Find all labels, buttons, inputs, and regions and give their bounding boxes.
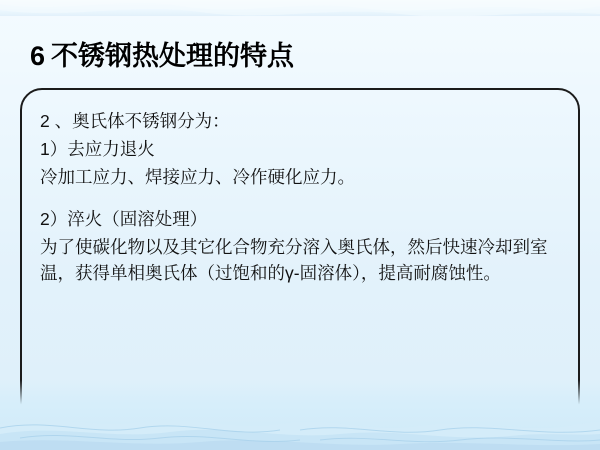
bottom-wave-decoration	[0, 378, 600, 450]
body-line-4: 2）淬火（固溶处理）	[40, 209, 208, 229]
content-inner	[40, 108, 562, 288]
body-line-2: 1）去应力退火	[40, 139, 155, 159]
top-wave-decoration	[0, 0, 600, 26]
body-line-5: 为了使碳化物以及其它化合物充分溶入奥氏体，然后快速冷却到室温，获得单相奥氏体（过饱和的γ-固溶体），提高耐腐蚀性。	[40, 237, 548, 283]
title-number: 6	[30, 41, 46, 71]
content-box	[20, 88, 580, 428]
body-line-3: 冷加工应力、焊接应力、冷作硬化应力。	[40, 167, 355, 187]
page-title	[30, 34, 294, 73]
body-line-1: 2 、奥氏体不锈钢分为：	[40, 111, 230, 131]
title-text: 不锈钢热处理的特点	[51, 41, 295, 71]
